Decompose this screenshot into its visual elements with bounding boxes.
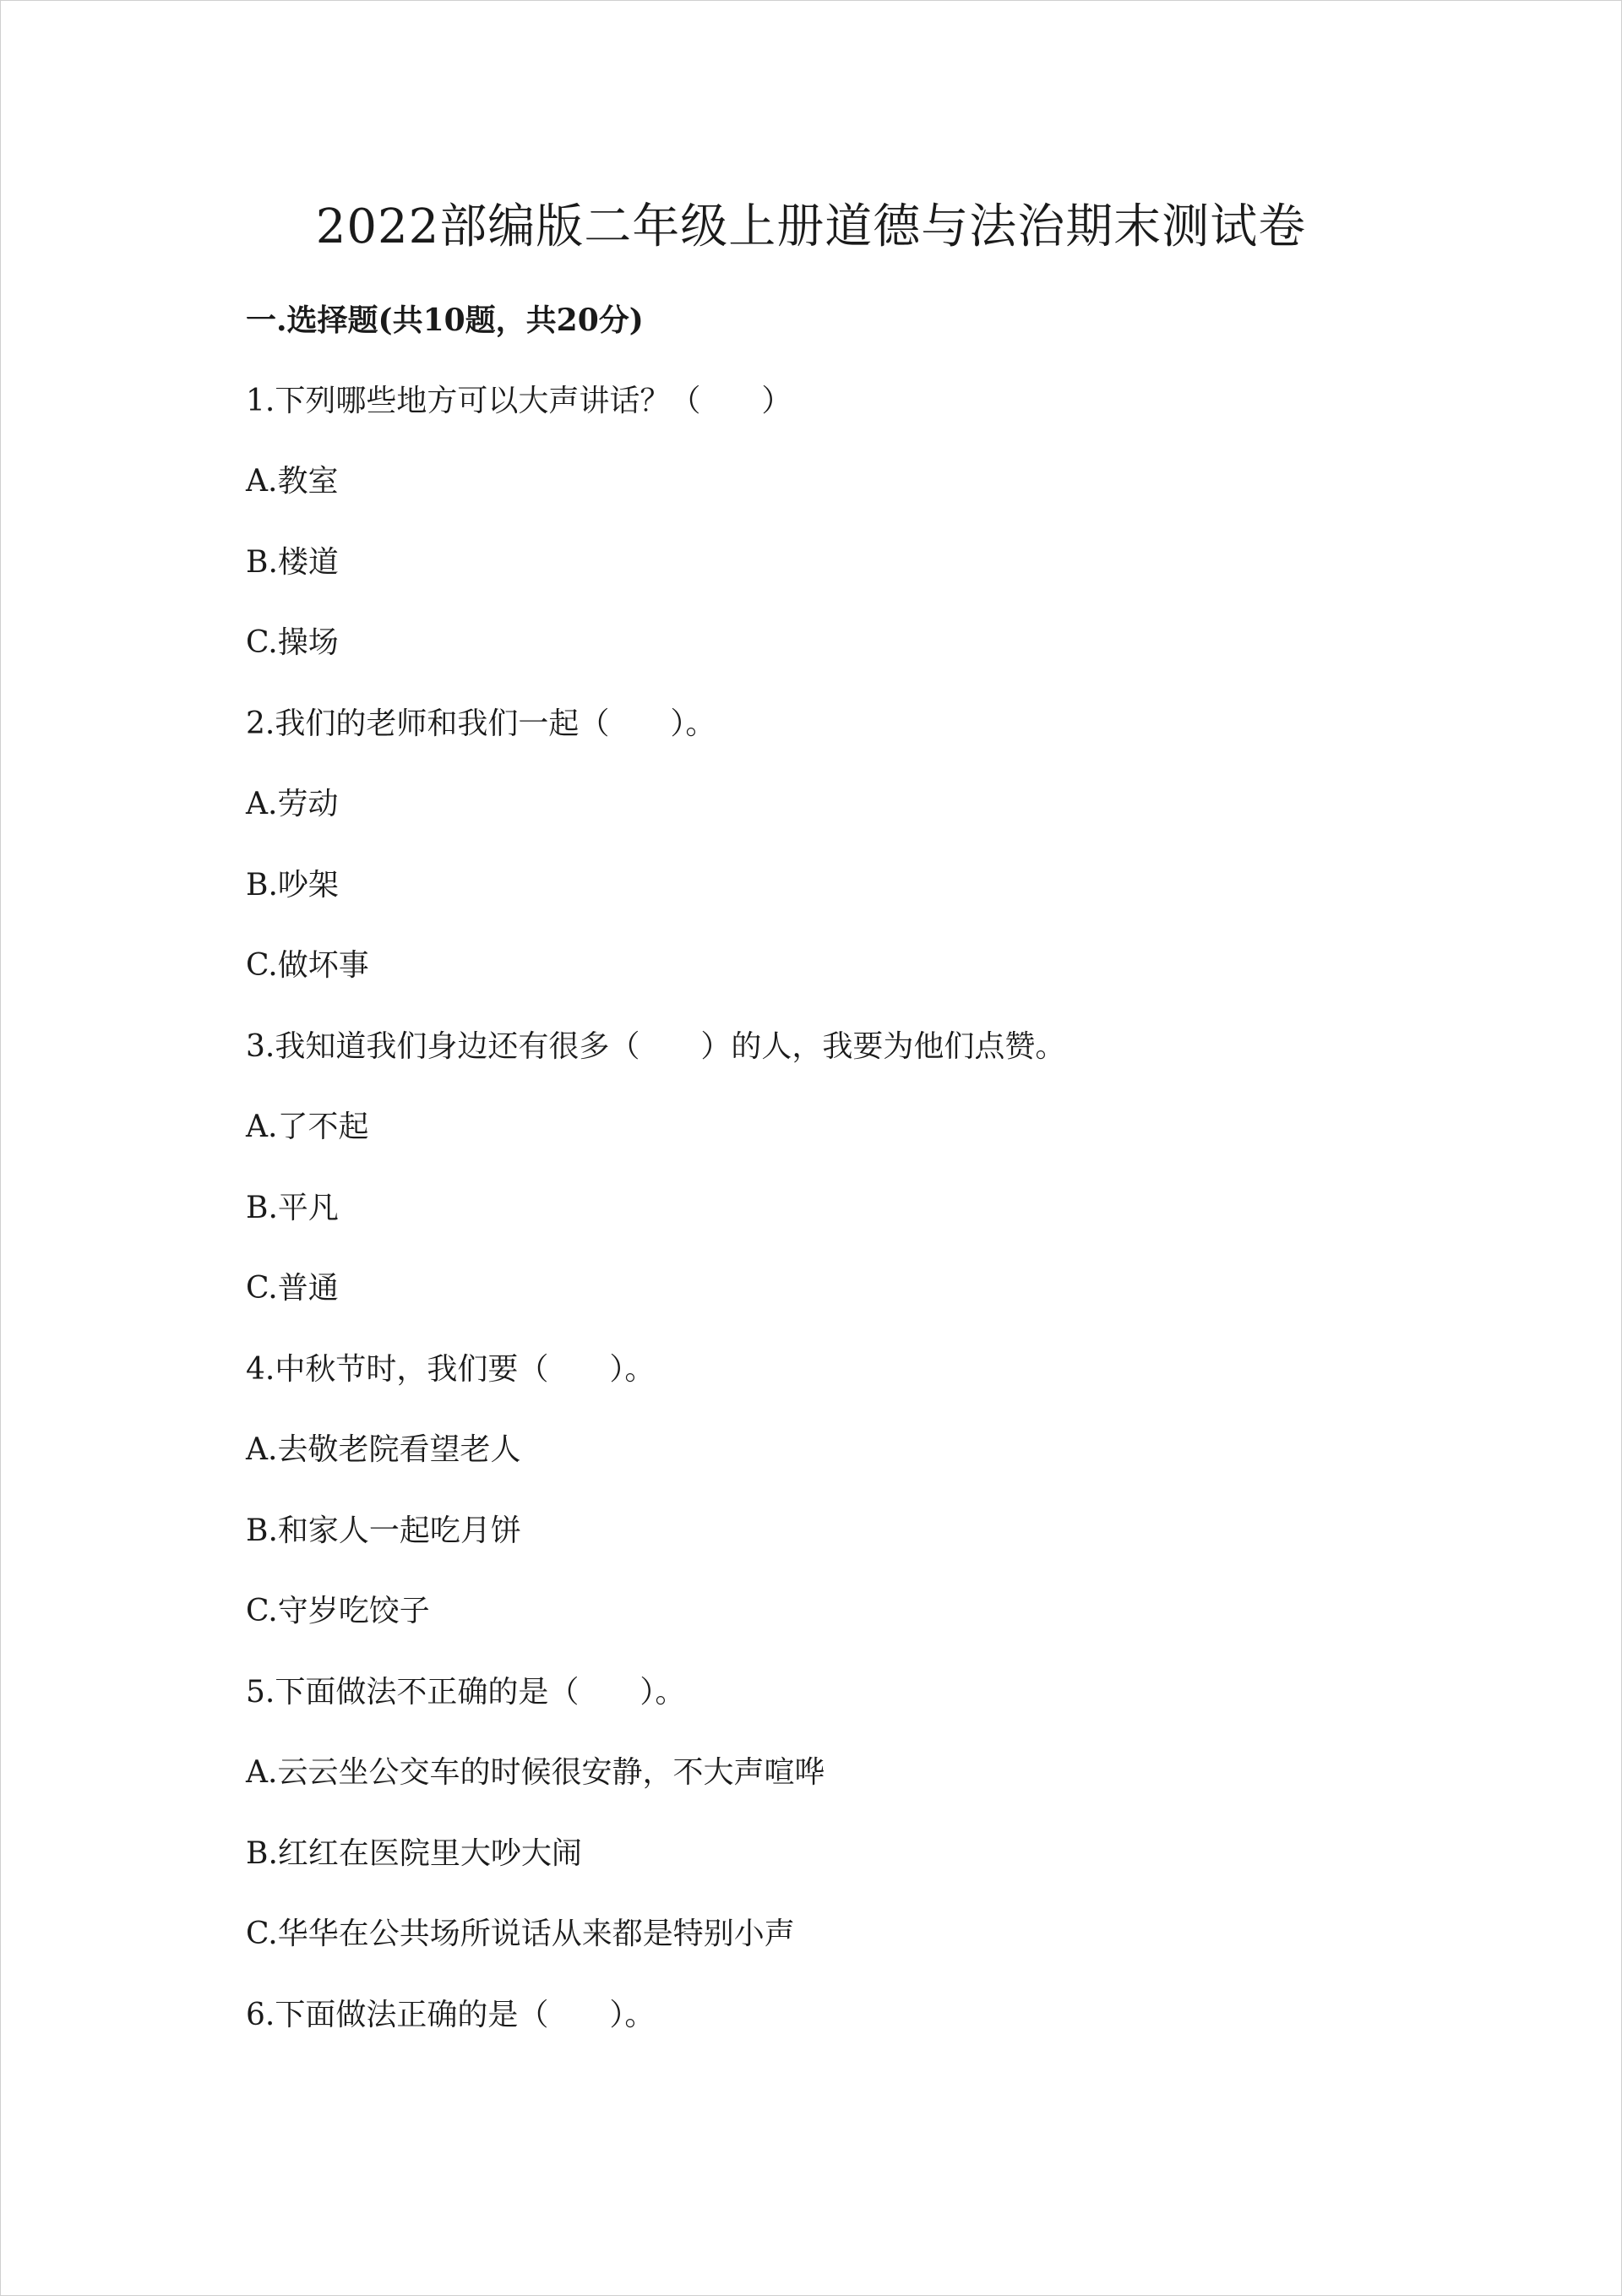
page-title: 2022部编版二年级上册道德与法治期末测试卷 bbox=[315, 199, 1307, 254]
option-b: B.和家人一起吃月饼 bbox=[246, 1513, 521, 1548]
option-a: A.了不起 bbox=[246, 1110, 369, 1144]
option-b: B.红红在医院里大吵大闹 bbox=[246, 1835, 582, 1871]
question-1 bbox=[246, 378, 1429, 668]
option-c: C.操场 bbox=[246, 625, 339, 660]
option-a: A.云云坐公交车的时候很安静，不大声喧哗 bbox=[246, 1755, 825, 1790]
question-stem: 1.下列哪些地方可以大声讲话？（ ） bbox=[246, 383, 792, 418]
option-c: C.守岁吃饺子 bbox=[246, 1594, 430, 1628]
option-b: B.楼道 bbox=[246, 544, 339, 580]
question-3 bbox=[246, 1023, 1429, 1313]
option-b: B.吵架 bbox=[246, 867, 339, 903]
question-stem: 4.中秋节时，我们要（ ）。 bbox=[246, 1351, 656, 1387]
section-heading: 一.选择题(共10题，共20分) bbox=[246, 303, 644, 338]
option-a: A.教室 bbox=[246, 464, 339, 499]
question-stem: 3.我知道我们身边还有很多（ ）的人，我要为他们点赞。 bbox=[246, 1028, 1066, 1064]
question-5 bbox=[246, 1669, 1429, 1959]
question-stem: 6.下面做法正确的是（ ）。 bbox=[246, 1997, 656, 2032]
question-stem: 5.下面做法不正确的是（ ）。 bbox=[246, 1674, 686, 1710]
option-a: A.去敬老院看望老人 bbox=[246, 1432, 521, 1467]
question-6 bbox=[246, 1992, 1429, 2039]
option-a: A.劳动 bbox=[246, 787, 339, 821]
question-stem: 2.我们的老师和我们一起（ ）。 bbox=[246, 706, 716, 741]
exam-content bbox=[246, 297, 1429, 2072]
option-c: C.做坏事 bbox=[246, 948, 369, 983]
option-c: C.华华在公共场所说话从来都是特别小声 bbox=[246, 1917, 795, 1951]
option-b: B.平凡 bbox=[246, 1190, 339, 1225]
question-2 bbox=[246, 701, 1429, 990]
option-c: C.普通 bbox=[246, 1271, 339, 1306]
question-4 bbox=[246, 1346, 1429, 1636]
